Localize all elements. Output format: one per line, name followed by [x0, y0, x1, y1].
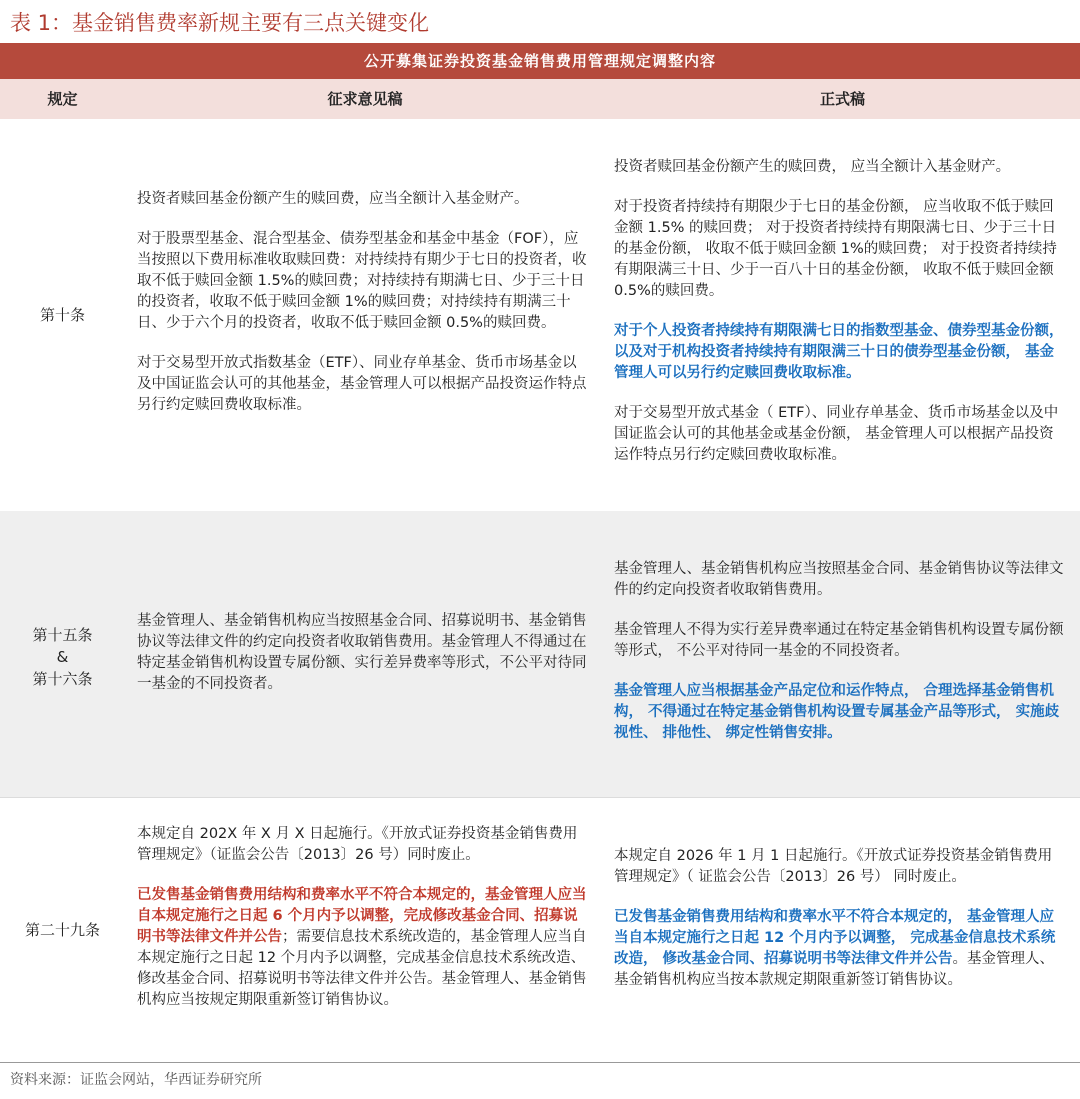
source-divider [0, 1062, 1080, 1063]
draft-highlight-text: 已发售基金销售费用结构和费率水平不符合本规定的，基金管理人应当自本规定施行之日起 6 个月内予以调整，完成修改基金合同、招募说明书等法律文件并公告 [137, 887, 587, 945]
draft-paragraph: 本规定自 202X 年 X 月 X 日起施行。《开放式证券投资基金销售费用管理规定》（证监会公告〔2013〕26 号）同时废止。 [137, 826, 578, 863]
header-rule: 规定 [47, 90, 78, 108]
final-paragraph-highlight: 对于个人投资者持续持有期限满七日的指数型基金、债券型基金份额， 以及对于机构投资者持续持有期限满三十日的债券型基金份额， 基金管理人可以另行约定赎回费收取标准。 [614, 323, 1064, 381]
column-header-row [0, 79, 1080, 119]
draft-paragraph [137, 885, 587, 1011]
final-cell [614, 157, 1066, 466]
draft-cell [137, 824, 587, 1011]
final-paragraph: 基金管理人不得为实行差异费率通过在特定基金销售机构设置专属份额等形式， 不公平对待同一基金的不同投资者。 [614, 622, 1064, 659]
header-final: 正式稿 [819, 90, 865, 108]
source-note: 资料来源：证监会网站，华西证券研究所 [10, 1072, 262, 1088]
final-paragraph: 对于投资者持续持有期限少于七日的基金份额， 应当收取不低于赎回金额 1.5% 的赎回费； 对于投资者持续持有期限满七日、少于三十日的基金份额， 收取不低于赎回金额 1%的赎回费； 对于投资者持续持有期限满三十日、少于一百八十日的基金份额， 收取不低于赎回金额 0.5%的赎回费。 [614, 199, 1057, 299]
draft-paragraph: 对于股票型基金、混合型基金、债券型基金和基金中基金（FOF），应当按照以下费用标准收取赎回费：对持续持有期少于七日的投资者，收取不低于赎回金额 1.5%的赎回费；对持续持有期满七日、少于三十日的投资者，收取不低于赎回金额 1%的赎回费；对持续持有期满三十日、少于六个月的投资者，收取不低于赎回金额 0.5%的赎回费。 [137, 231, 587, 331]
table-row [0, 797, 1080, 1053]
final-paragraph: 本规定自 2026 年 1 月 1 日起施行。《开放式证券投资基金销售费用管理规定》（ 证监会公告〔2013〕26 号） 同时废止。 [614, 848, 1053, 885]
header-draft: 征求意见稿 [327, 90, 403, 108]
table-row [0, 119, 1080, 511]
final-highlight-text: 已发售基金销售费用结构和费率水平不符合本规定的， 基金管理人应当自本规定施行之日起 12 个月内予以调整， 完成基金信息技术系统改造， 修改基金合同、招募说明书等法律文件并公告 [614, 909, 1056, 967]
final-paragraph: 基金管理人、基金销售机构应当按照基金合同、基金销售协议等法律文件的约定向投资者收取销售费用。 [614, 561, 1064, 598]
final-paragraph: 投资者赎回基金份额产生的赎回费， 应当全额计入基金财产。 [614, 159, 1011, 175]
draft-paragraph: 对于交易型开放式指数基金（ETF）、同业存单基金、货币市场基金以及中国证监会认可的其他基金，基金管理人可以根据产品投资运作特点另行约定赎回费收取标准。 [137, 355, 587, 413]
draft-cell [137, 189, 587, 416]
draft-cell [137, 611, 587, 695]
row-label-line: 第十五条 [32, 626, 93, 644]
row-label [0, 624, 125, 690]
final-cell [614, 846, 1066, 991]
row-label: 第十条 [39, 306, 85, 324]
table-banner: 公开募集证券投资基金销售费用管理规定调整内容 [0, 43, 1080, 79]
final-cell [614, 559, 1066, 744]
row-label-line: 第十六条 [32, 670, 93, 688]
row-label: 第二十九条 [24, 921, 100, 939]
final-paragraph [614, 907, 1066, 991]
table-title: 表 1：基金销售费率新规主要有三点关键变化 [10, 11, 430, 35]
draft-paragraph: 基金管理人、基金销售机构应当按照基金合同、招募说明书、基金销售协议等法律文件的约定向投资者收取销售费用。基金管理人不得通过在特定基金销售机构设置专属份额、实行差异费率等形式，不公平对待同一基金的不同投资者。 [137, 613, 587, 692]
draft-text: ；需要信息技术系统改造的，基金管理人应当自本规定施行之日起 12 个月内予以调整，完成基金信息技术系统改造、修改基金合同、招募说明书等法律文件并公告。基金管理人、基金销售机构应当按规定期限重新签订销售协议。 [137, 929, 587, 1008]
row-label-line: & [56, 648, 69, 666]
draft-paragraph: 投资者赎回基金份额产生的赎回费，应当全额计入基金财产。 [137, 191, 529, 207]
final-text: 。基金管理人、基金销售机构应当按本款规定期限重新签订销售协议。 [614, 951, 1055, 988]
final-paragraph-highlight: 基金管理人应当根据基金产品定位和运作特点， 合理选择基金销售机构， 不得通过在特定基金销售机构设置专属基金产品等形式， 实施歧视性、 排他性、 绑定性销售安排。 [614, 683, 1060, 741]
final-paragraph: 对于交易型开放式基金（ ETF）、同业存单基金、货币市场基金以及中国证监会认可的其他基金或基金份额， 基金管理人可以根据产品投资运作特点另行约定赎回费收取标准。 [614, 405, 1059, 463]
table-row [0, 511, 1080, 797]
